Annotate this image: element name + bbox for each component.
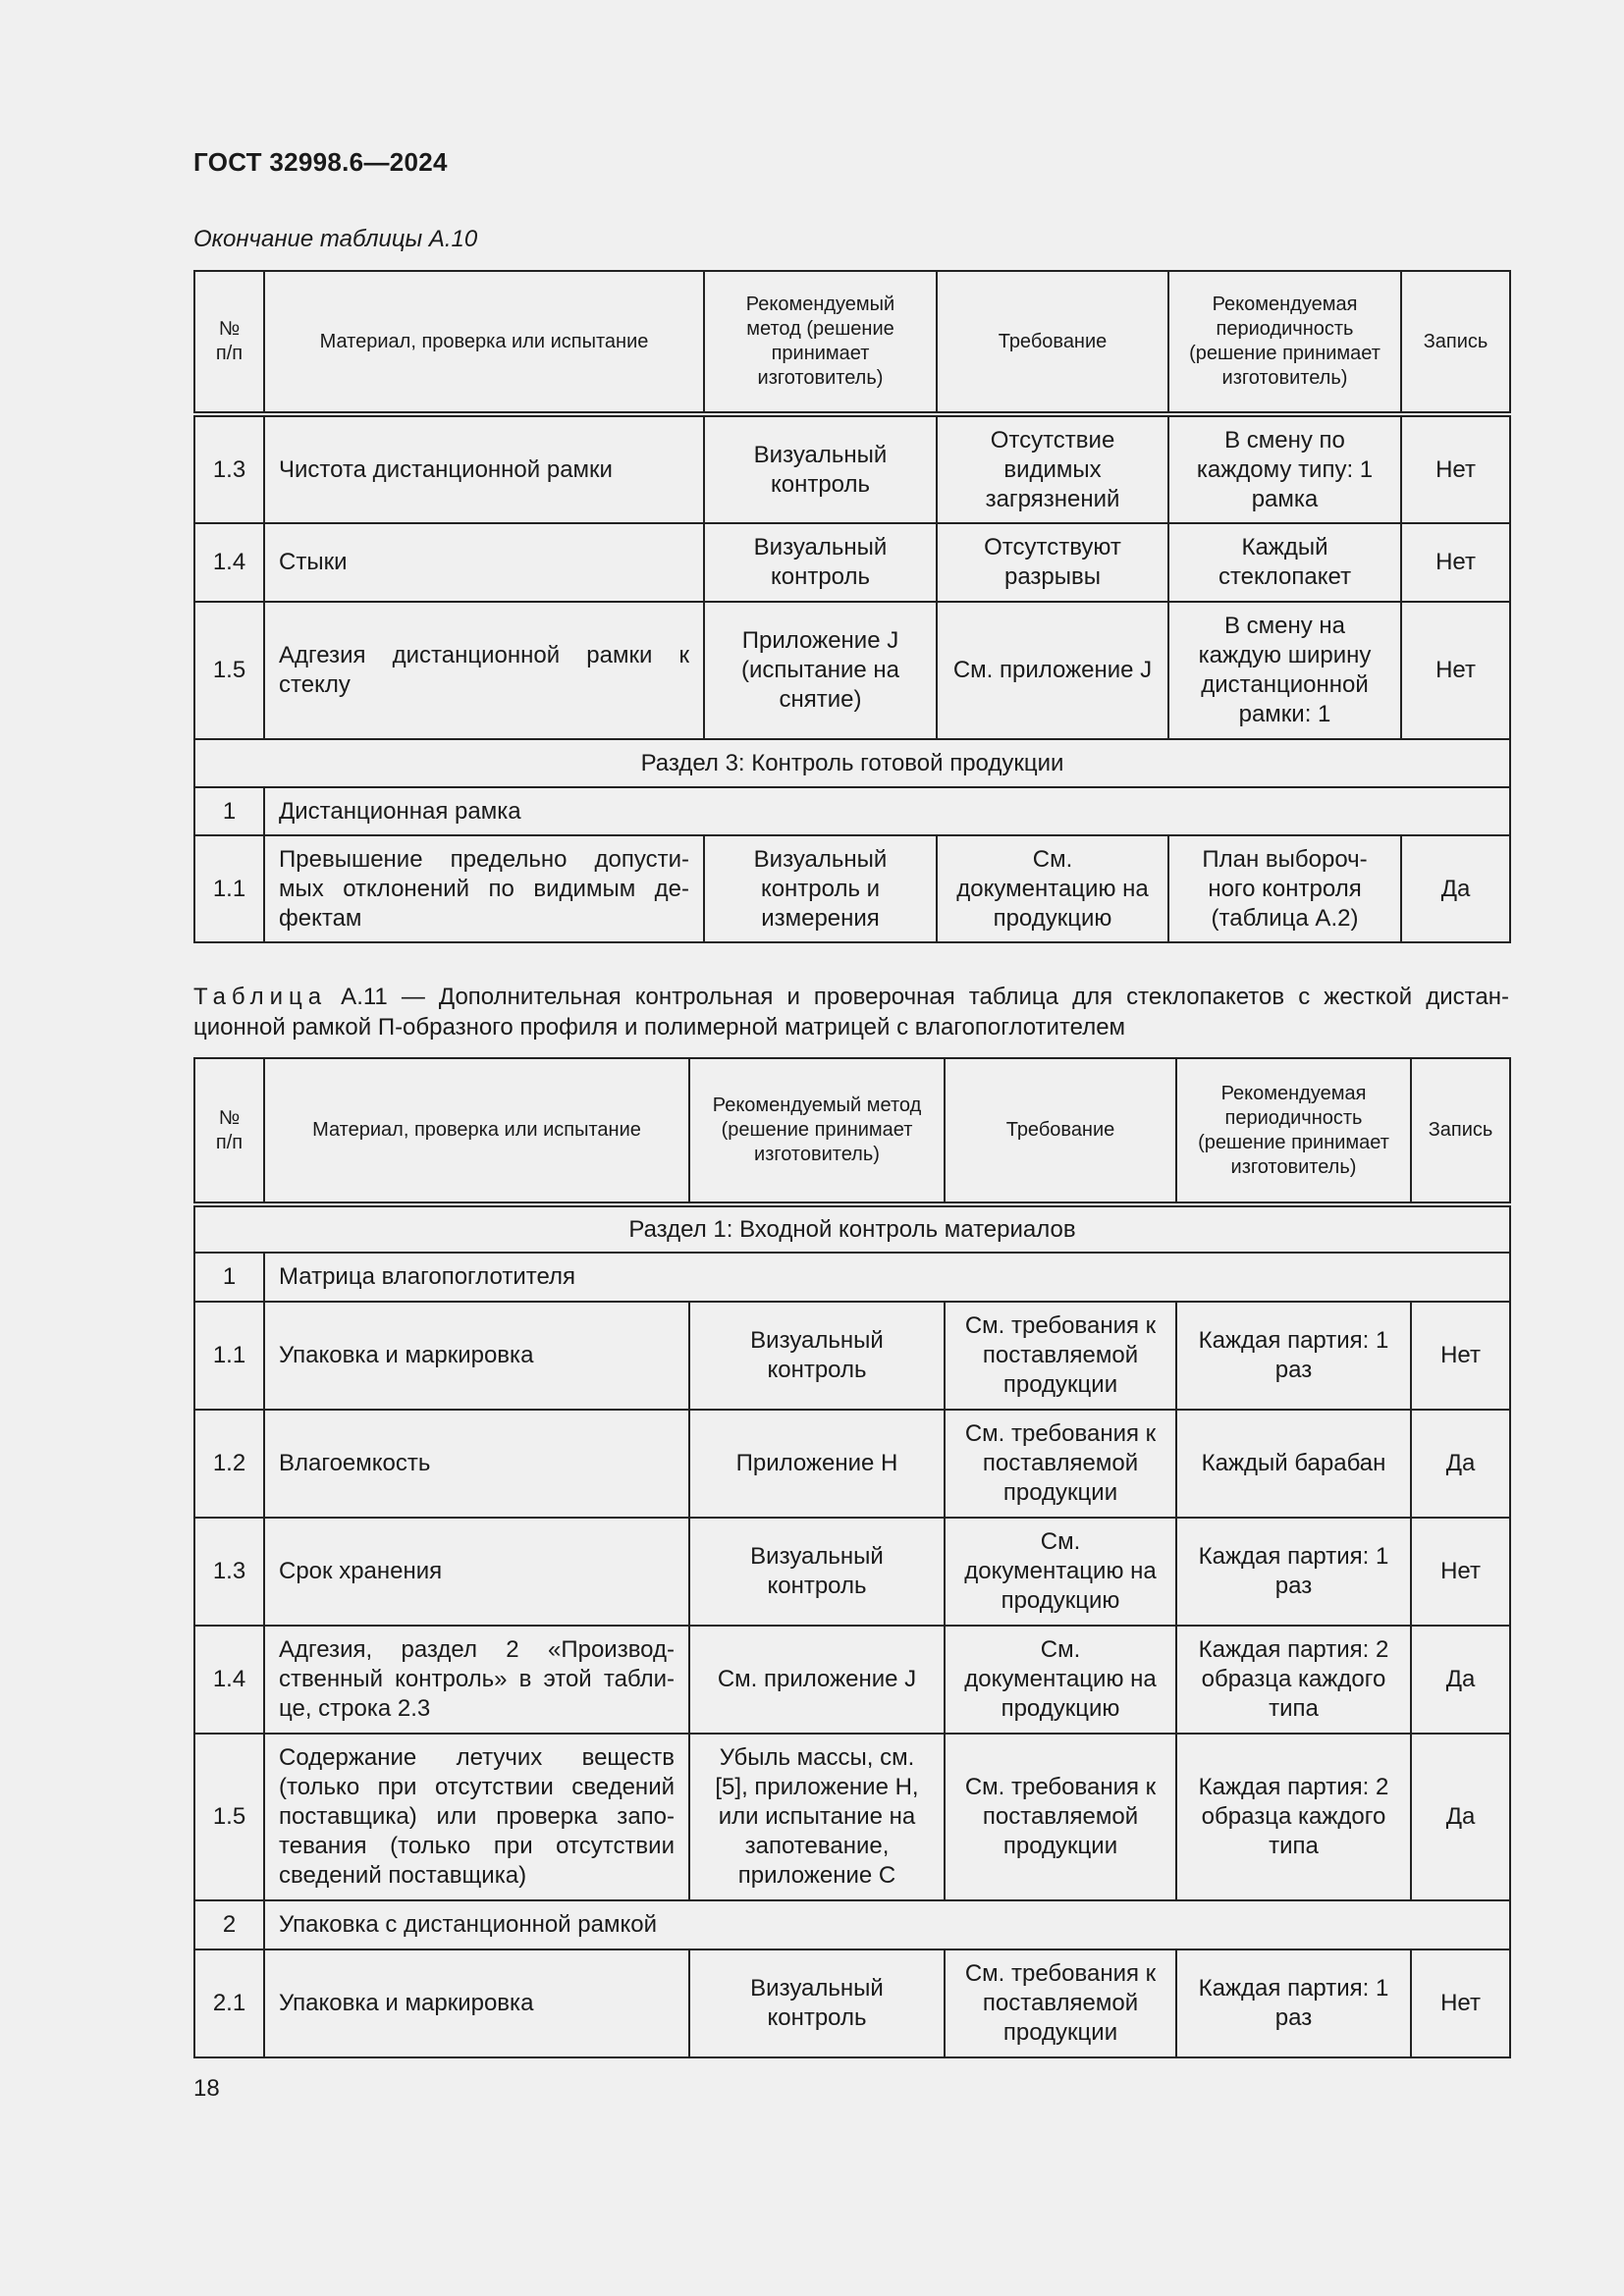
cell-record: Нет xyxy=(1411,1302,1510,1410)
cell-period: Каждая партия: 1 раз xyxy=(1176,1949,1411,2057)
cell-num: 1.4 xyxy=(194,523,264,602)
cell-period: Каждый барабан xyxy=(1176,1410,1411,1518)
cell-period: Каждая партия: 1 раз xyxy=(1176,1302,1411,1410)
cell-period: Каждая партия: 2 образца каждого типа xyxy=(1176,1734,1411,1900)
cell-requirement: См. требования к поставляемой продукции xyxy=(945,1734,1176,1900)
table-row xyxy=(194,1410,1510,1518)
table-row xyxy=(194,602,1510,739)
column-header-record: Запись xyxy=(1411,1058,1510,1204)
cell-num: 1.4 xyxy=(194,1626,264,1734)
cell-material: Превышение предельно допусти-мых отклонений по видимым де-фектам xyxy=(264,835,704,942)
cell-method: Визуальный контроль xyxy=(689,1949,945,2057)
cell-period: План выбороч-ного контроля (таблица А.2) xyxy=(1168,835,1401,942)
cell-requirement: Отсутствие видимых загрязнений xyxy=(937,414,1168,523)
cell-period: Каждая партия: 2 образца каждого типа xyxy=(1176,1626,1411,1734)
cell-material: Адгезия дистанционной рамки к стеклу xyxy=(264,602,704,739)
table-a10 xyxy=(193,270,1511,943)
cell-material: Влагоемкость xyxy=(264,1410,689,1518)
cell-requirement: См. документацию на продукцию xyxy=(937,835,1168,942)
cell-method: Приложение Н xyxy=(689,1410,945,1518)
page-number: 18 xyxy=(193,2075,220,2102)
cell-num: 1.1 xyxy=(194,835,264,942)
table-row xyxy=(194,1626,1510,1734)
cell-method: Визуальный контроль и измерения xyxy=(704,835,937,942)
cell-record: Нет xyxy=(1411,1518,1510,1626)
cell-material: Стыки xyxy=(264,523,704,602)
column-header-period: Рекомендуемая периодичность (решение принимает изготовитель) xyxy=(1176,1058,1411,1204)
table-a11-title-prefix: Таблица xyxy=(193,984,328,1010)
cell-record: Да xyxy=(1411,1626,1510,1734)
item-heading: Дистанционная рамка xyxy=(264,787,1510,835)
section-row xyxy=(194,1204,1510,1253)
cell-record: Да xyxy=(1411,1734,1510,1900)
cell-requirement: См. приложение J xyxy=(937,602,1168,739)
cell-num: 1.3 xyxy=(194,1518,264,1626)
cell-num: 1.2 xyxy=(194,1410,264,1518)
cell-record: Нет xyxy=(1401,523,1510,602)
section-heading: Раздел 3: Контроль готовой продукции xyxy=(194,739,1510,787)
cell-num: 1.3 xyxy=(194,414,264,523)
document-header: ГОСТ 32998.6—2024 xyxy=(193,147,448,177)
table-row xyxy=(194,1734,1510,1900)
cell-period: Каждый стеклопакет xyxy=(1168,523,1401,602)
cell-method: Убыль массы, см. [5], приложение Н, или испытание на запотевание, приложение С xyxy=(689,1734,945,1900)
cell-record: Нет xyxy=(1401,602,1510,739)
item-row xyxy=(194,1253,1510,1302)
cell-period: Каждая партия: 1 раз xyxy=(1176,1518,1411,1626)
cell-material: Срок хранения xyxy=(264,1518,689,1626)
cell-record: Да xyxy=(1401,835,1510,942)
table-row xyxy=(194,523,1510,602)
cell-record: Нет xyxy=(1411,1949,1510,2057)
cell-material: Упаковка и маркировка xyxy=(264,1949,689,2057)
table-row xyxy=(194,1518,1510,1626)
table-row xyxy=(194,1949,1510,2057)
cell-material: Чистота дистанционной рамки xyxy=(264,414,704,523)
table-row xyxy=(194,835,1510,942)
table-row xyxy=(194,1302,1510,1410)
cell-record: Нет xyxy=(1401,414,1510,523)
cell-method: Визуальный контроль xyxy=(689,1518,945,1626)
cell-material: Упаковка и маркировка xyxy=(264,1302,689,1410)
cell-num: 1 xyxy=(194,787,264,835)
column-header-requirement: Требование xyxy=(945,1058,1176,1204)
cell-num: 2 xyxy=(194,1900,264,1949)
column-header-material: Материал, проверка или испытание xyxy=(264,1058,689,1204)
cell-num: 2.1 xyxy=(194,1949,264,2057)
cell-material: Адгезия, раздел 2 «Производ-ственный контроль» в этой табли-це, строка 2.3 xyxy=(264,1626,689,1734)
column-header-material: Материал, проверка или испытание xyxy=(264,271,704,414)
column-header-record: Запись xyxy=(1401,271,1510,414)
table-a11-title-text: А.11 — Дополнительная контрольная и проверочная таблица для стеклопакетов с жесткой дистан-ционной рамкой П-образного профиля и полимерной матрицей с влагопоглотителем xyxy=(193,984,1509,1041)
cell-requirement: См. документацию на продукцию xyxy=(945,1518,1176,1626)
column-header-num: № п/п xyxy=(194,1058,264,1204)
table-a11 xyxy=(193,1057,1511,2058)
table-a10-caption: Окончание таблицы А.10 xyxy=(193,226,478,252)
column-header-num: № п/п xyxy=(194,271,264,414)
cell-requirement: См. требования к поставляемой продукции xyxy=(945,1410,1176,1518)
section-heading: Раздел 1: Входной контроль материалов xyxy=(194,1204,1510,1253)
cell-num: 1 xyxy=(194,1253,264,1302)
item-row xyxy=(194,787,1510,835)
item-heading: Матрица влагопоглотителя xyxy=(264,1253,1510,1302)
cell-requirement: См. требования к поставляемой продукции xyxy=(945,1949,1176,2057)
column-header-method: Рекомендуемый метод (решение принимает изготовитель) xyxy=(689,1058,945,1204)
cell-method: Визуальный контроль xyxy=(689,1302,945,1410)
cell-material: Содержание летучих веществ (только при отсутствии сведений поставщика) или проверка запо-тевания (только при отсутствии сведений поставщика) xyxy=(264,1734,689,1900)
item-heading: Упаковка с дистанционной рамкой xyxy=(264,1900,1510,1949)
column-header-method: Рекомендуемый метод (решение принимает изготовитель) xyxy=(704,271,937,414)
column-header-requirement: Требование xyxy=(937,271,1168,414)
cell-method: См. приложение J xyxy=(689,1626,945,1734)
section-row xyxy=(194,739,1510,787)
cell-num: 1.5 xyxy=(194,1734,264,1900)
cell-num: 1.5 xyxy=(194,602,264,739)
cell-method: Приложение J (испытание на снятие) xyxy=(704,602,937,739)
cell-record: Да xyxy=(1411,1410,1510,1518)
table-row xyxy=(194,414,1510,523)
cell-method: Визуальный контроль xyxy=(704,523,937,602)
cell-requirement: Отсутствуют разрывы xyxy=(937,523,1168,602)
cell-period: В смену по каждому типу: 1 рамка xyxy=(1168,414,1401,523)
cell-requirement: См. требования к поставляемой продукции xyxy=(945,1302,1176,1410)
column-header-period: Рекомендуемая периодичность (решение принимает изготовитель) xyxy=(1168,271,1401,414)
cell-requirement: См. документацию на продукцию xyxy=(945,1626,1176,1734)
cell-method: Визуальный контроль xyxy=(704,414,937,523)
table-a11-title xyxy=(193,982,1509,1042)
cell-period: В смену на каждую ширину дистанционной рамки: 1 xyxy=(1168,602,1401,739)
cell-num: 1.1 xyxy=(194,1302,264,1410)
item-row xyxy=(194,1900,1510,1949)
